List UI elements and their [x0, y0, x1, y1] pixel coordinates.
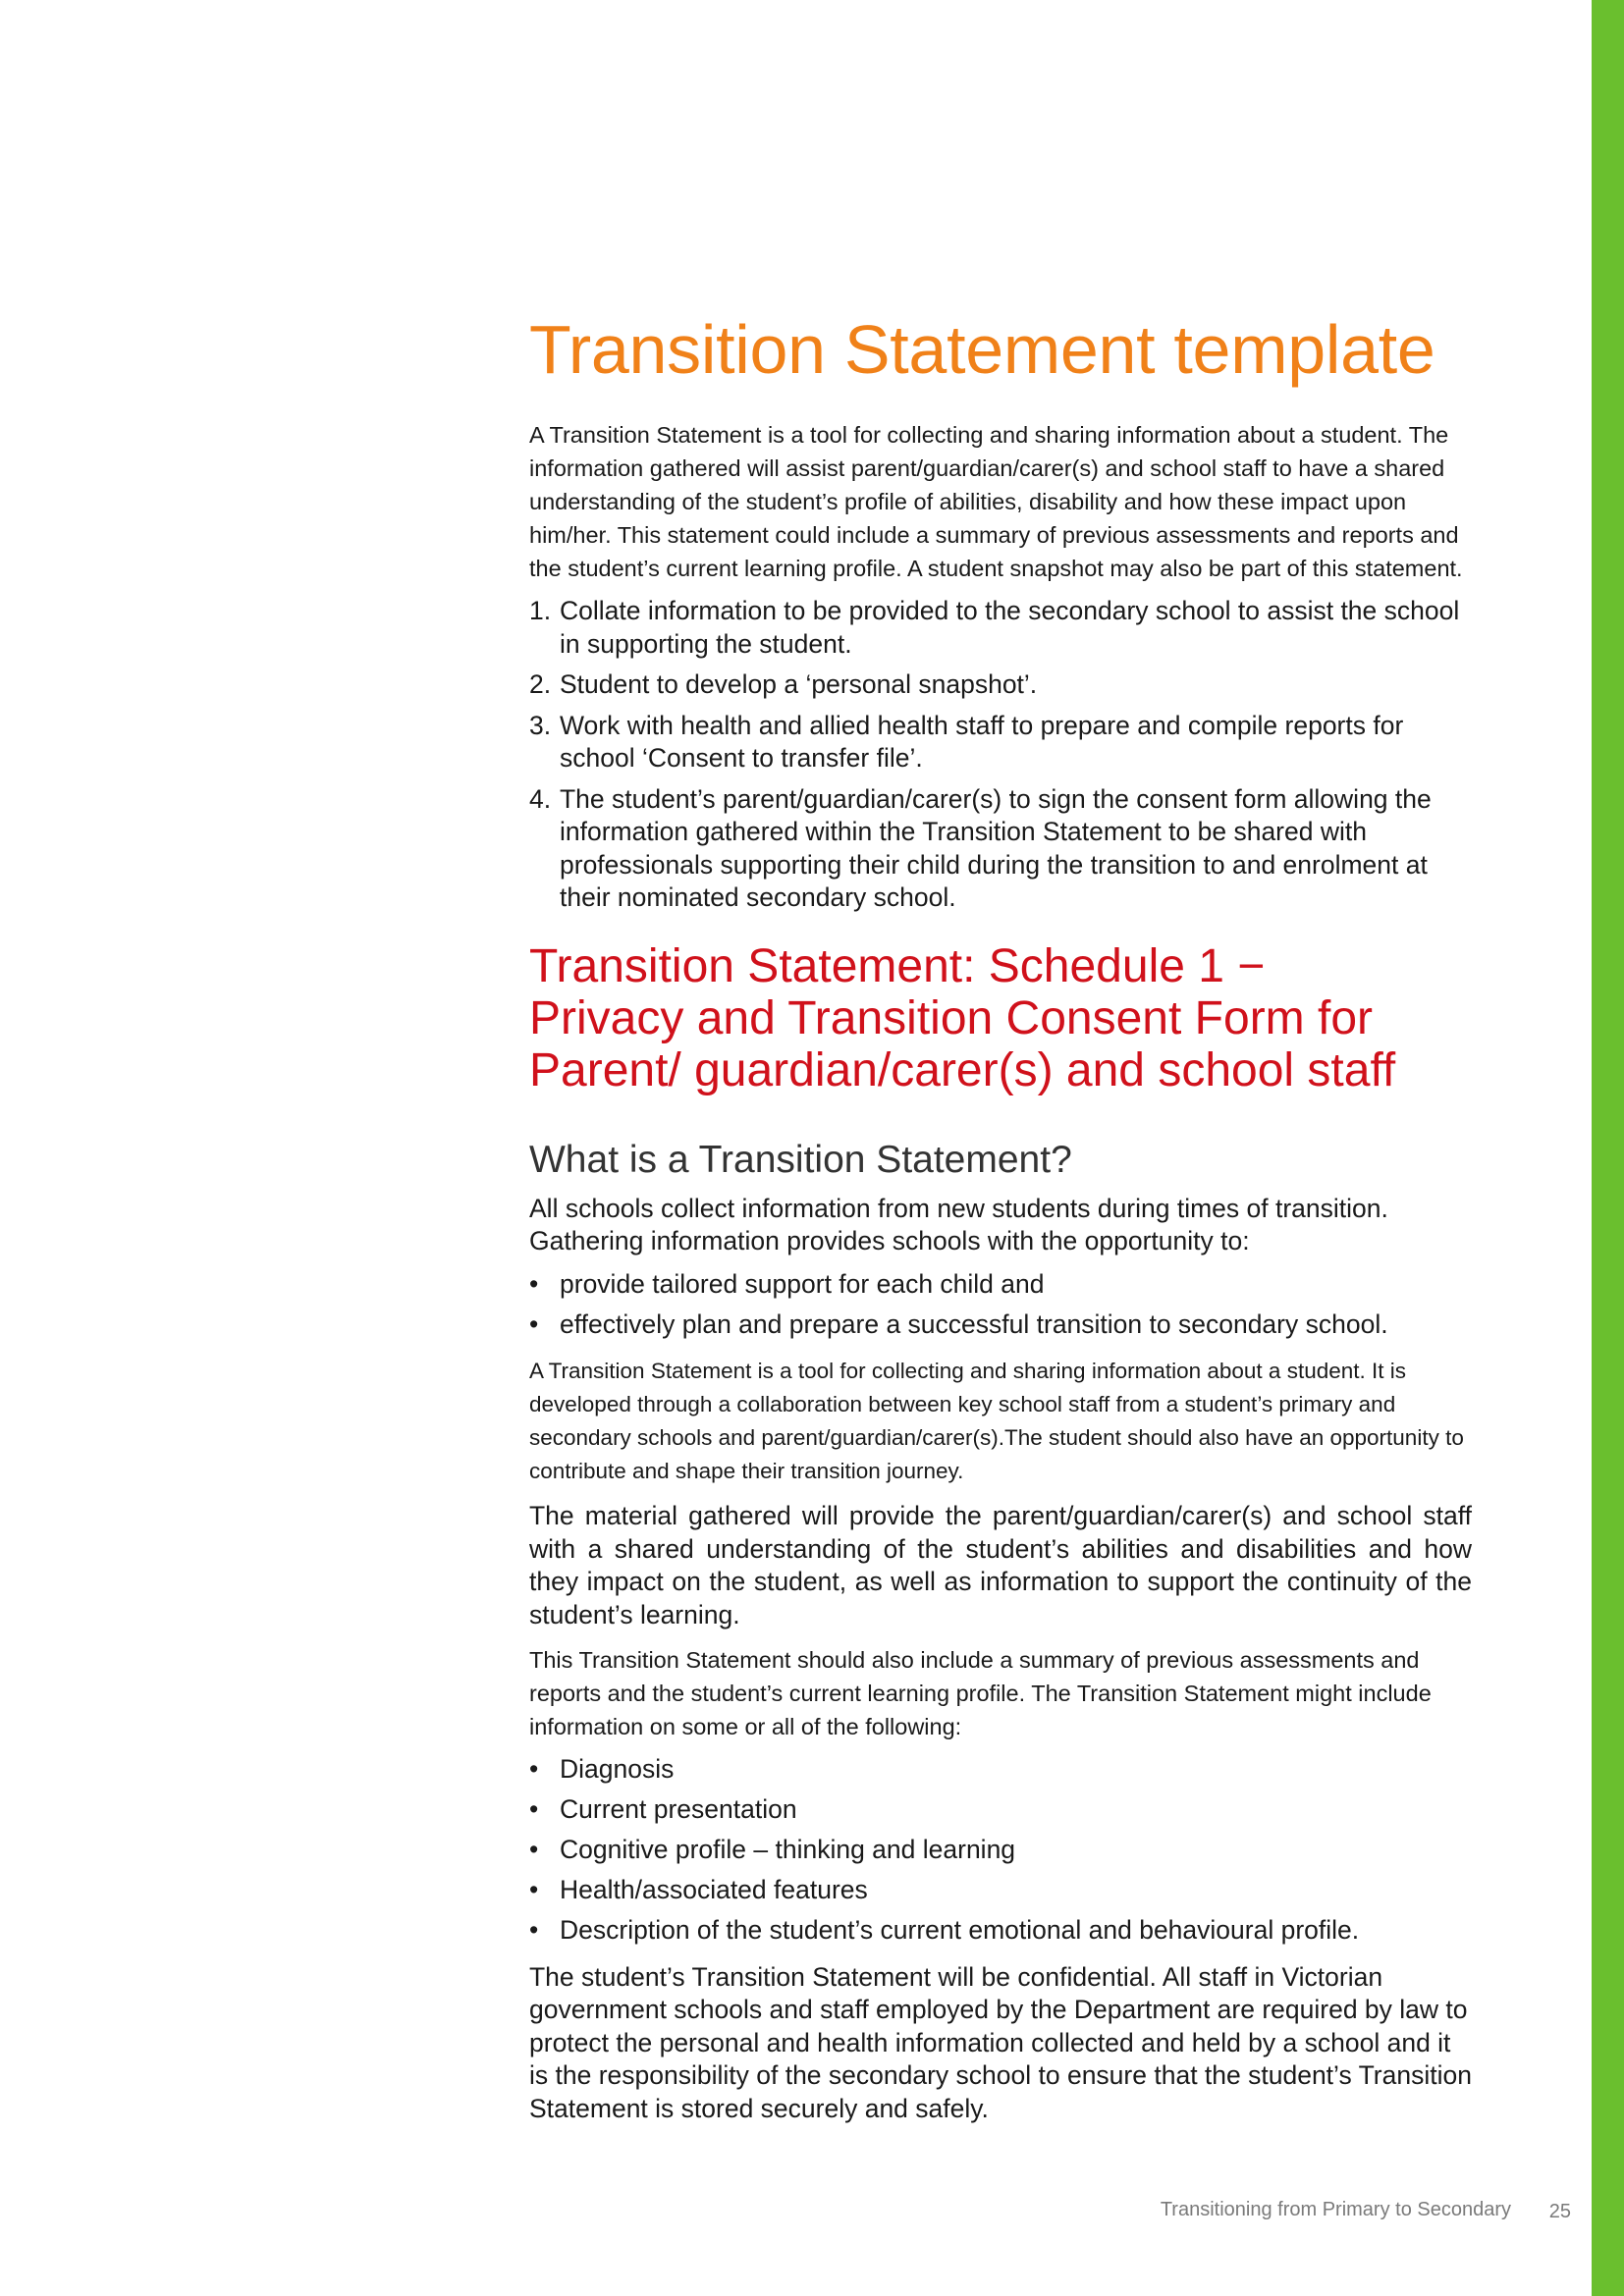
bullet-marker: • [529, 1754, 539, 1784]
bullet-text: effectively plan and prepare a successful transition to secondary school. [560, 1308, 1388, 1339]
step-text: Collate information to be provided to the secondary school to assist the school in supporting the student. [560, 596, 1460, 659]
bullet-text: Cognitive profile – thinking and learning [560, 1835, 1016, 1864]
step-text: Student to develop a ‘personal snapshot’. [560, 669, 1038, 699]
intro-paragraph: A Transition Statement is a tool for collecting and sharing information about a student. The information gathered will assist parent/guardian/carer(s) and school staff to have a shared understanding of the student’s profile of abilities, disability and how these impact upon him/her. This statement could include a summary of previous assessments and reports and the student’s current learning profile. A student snapshot may also be part of this statement. [529, 422, 1463, 581]
step-item [529, 710, 1472, 775]
paragraph: All schools collect information from new students during times of transition. Gathering information provides schools with the opportunity to: [529, 1193, 1388, 1255]
bullet-item [529, 1793, 1472, 1827]
schedule-heading-line: Privacy and Transition Consent Form for [529, 991, 1374, 1044]
schedule-heading-line: Parent/ guardian/carer(s) and school staff [529, 1043, 1396, 1096]
page-content [529, 310, 1472, 2125]
step-number: 3. [529, 710, 552, 740]
paragraph: A Transition Statement is a tool for collecting and sharing information about a student. It is developed through a collaboration between key school staff from a student’s primary and secondary schools and parent/guardian/carer(s).The student should also have an opportunity to contribute and shape their transition journey. [529, 1359, 1464, 1483]
bullet-item [529, 1268, 1472, 1302]
bullet-item [529, 1914, 1472, 1948]
section-subheading: What is a Transition Statement? [529, 1138, 1072, 1181]
bullet-item [529, 1308, 1472, 1342]
step-number: 1. [529, 596, 552, 625]
steps-list [529, 595, 1472, 915]
bullet-text: Diagnosis [560, 1754, 675, 1784]
bullet-marker: • [529, 1835, 539, 1864]
bullet-item [529, 1753, 1472, 1787]
footer-title: Transitioning from Primary to Secondary [1160, 2199, 1511, 2220]
step-item [529, 668, 1472, 702]
bullet-item [529, 1874, 1472, 1907]
bullet-marker: • [529, 1875, 539, 1904]
schedule-heading-line: Transition Statement: Schedule 1 − [529, 939, 1266, 992]
paragraph: This Transition Statement should also include a summary of previous assessments and reports and the student’s current learning profile. The Transition Statement might include information on some or all of the following: [529, 1647, 1432, 1739]
step-text: The student’s parent/guardian/carer(s) to sign the consent form allowing the information gathered within the Transition Statement to be shared with professionals supporting their child during the transition to and enrolment at their nominated secondary school. [560, 783, 1432, 912]
paragraph: The material gathered will provide the parent/guardian/carer(s) and school staff with a shared understanding of the student’s abilities and disabilities and how they impact on the student, as well as information to support the continuity of the student’s learning. [529, 1501, 1472, 1629]
step-text: Work with health and allied health staff to prepare and compile reports for school ‘Consent to transfer file’. [560, 710, 1404, 773]
bullet-item [529, 1834, 1472, 1867]
bullet-list [529, 1268, 1472, 1342]
step-number: 2. [529, 669, 552, 699]
bullet-list [529, 1753, 1472, 1948]
step-number: 4. [529, 783, 552, 814]
page-title: Transition Statement template [529, 311, 1435, 388]
step-item [529, 783, 1472, 915]
bullet-marker: • [529, 1915, 539, 1945]
step-item [529, 595, 1472, 661]
schedule-heading [529, 940, 1472, 1096]
bullet-text: provide tailored support for each child and [560, 1268, 1045, 1299]
paragraph: The student’s Transition Statement will be confidential. All staff in Victorian government schools and staff employed by the Department are required by law to protect the personal and health information collected and held by a school and it is the responsibility of the secondary school to ensure that the student’s Transition Statement is stored securely and safely. [529, 1961, 1472, 2123]
bullet-text: Health/associated features [560, 1875, 868, 1904]
bullet-marker: • [529, 1268, 539, 1299]
bullet-marker: • [529, 1308, 539, 1339]
page-number: 25 [1548, 2201, 1571, 2222]
bullet-marker: • [529, 1794, 539, 1824]
bullet-text: Description of the student’s current emotional and behavioural profile. [560, 1915, 1360, 1945]
side-accent-bar [1592, 0, 1624, 2296]
bullet-text: Current presentation [560, 1794, 797, 1824]
